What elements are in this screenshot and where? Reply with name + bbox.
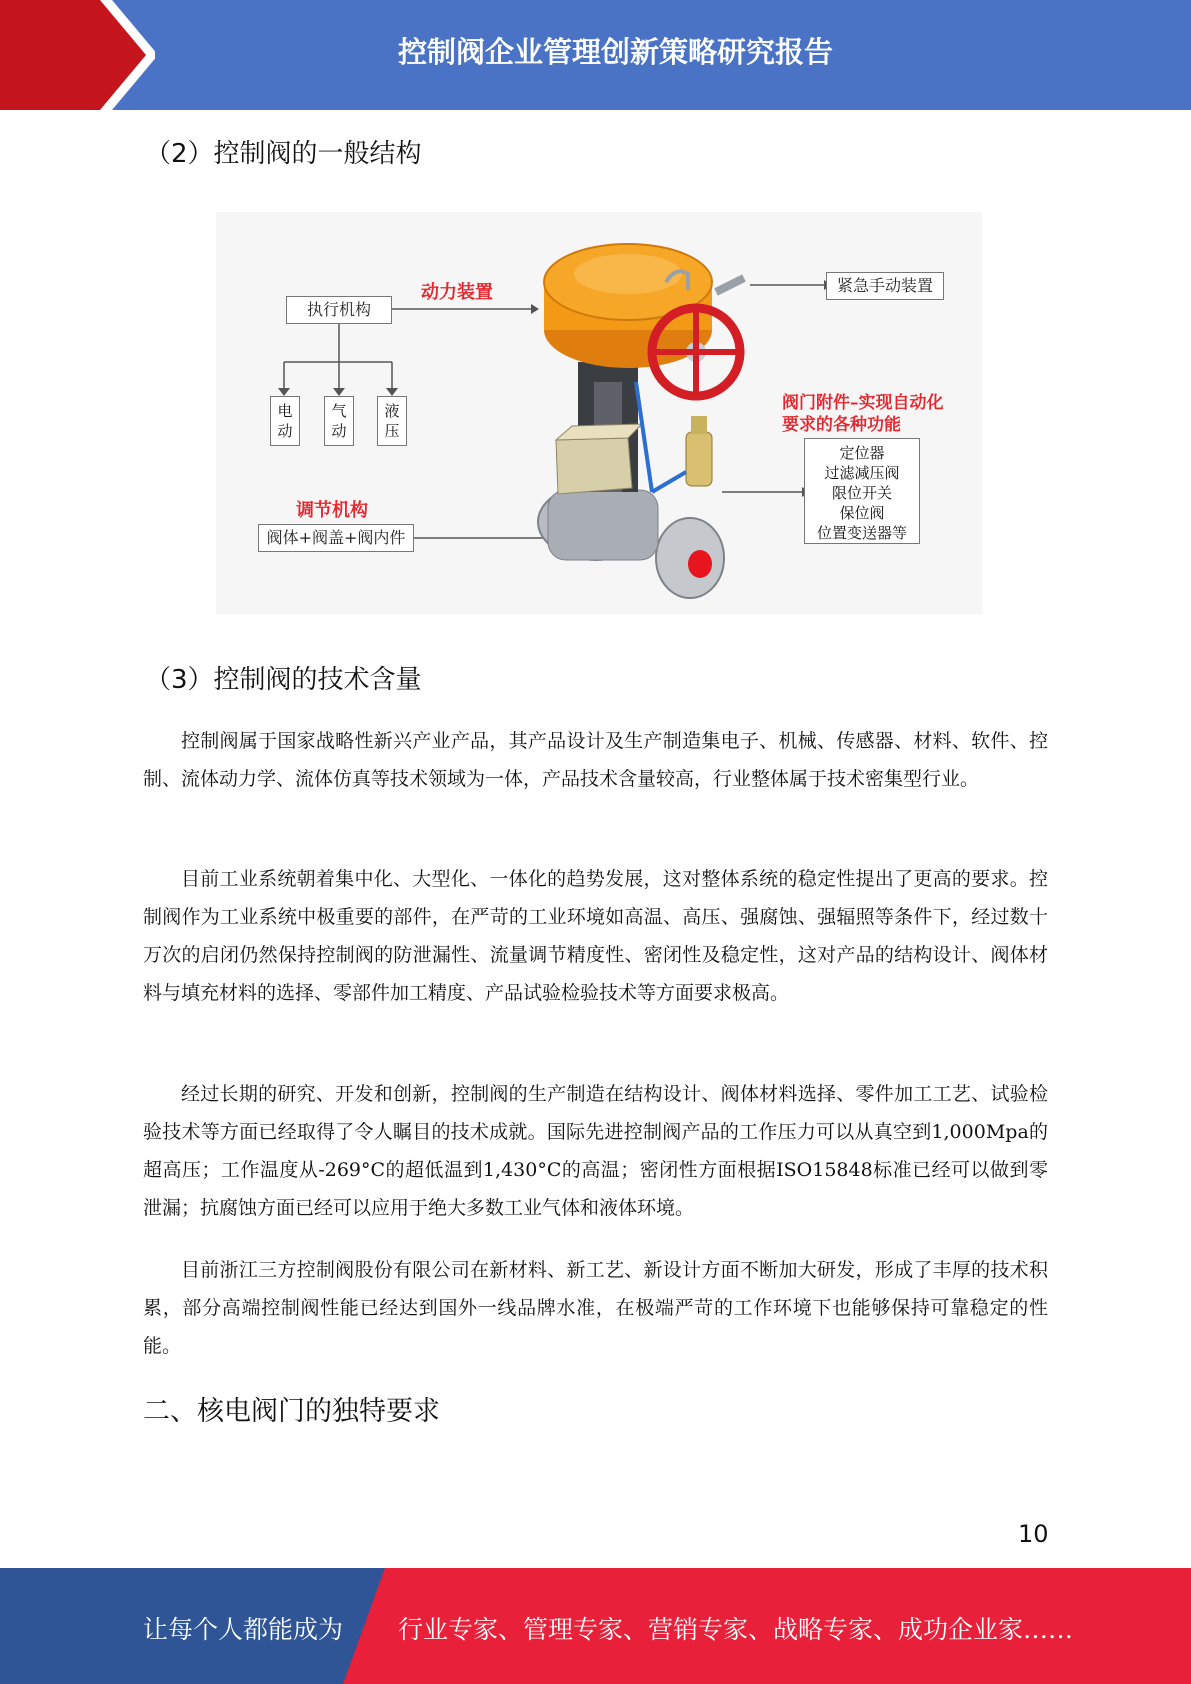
function-item: 位置变送器等 (816, 524, 907, 542)
emergency-manual-label: 紧急手动装置 (826, 272, 944, 300)
paragraph: 目前浙江三方控制阀股份有限公司在新材料、新工艺、新设计方面不断加大研发，形成了丰厚的技术积累，部分高端控制阀性能已经达到国外一线品牌水准，在极端严苛的工作环境下也能够保持可靠稳定的性能。 (143, 1259, 1048, 1357)
regulating-mechanism-label: 调节机构 (296, 500, 368, 521)
type-pneumatic: 气 动 (324, 396, 354, 446)
section-heading-tech-content: （3）控制阀的技术含量 (145, 665, 422, 695)
paragraph: 目前工业系统朝着集中化、大型化、一体化的趋势发展，这对整体系统的稳定性提出了更高的要求。控制阀作为工业系统中极重要的部件，在严苛的工业环境如高温、高压、强腐蚀、强辐照等条件下，经过数十万次的启闭仍然保持控制阀的防泄漏性、流量调节精度性、密闭性及稳定性，这对产品的结构设计、阀体材料与填充材料的选择、零部件加工精度、产品试验检验技术等方面要求极高。 (143, 868, 1048, 1004)
page-footer (0, 1568, 1191, 1684)
control-valve-structure-figure (216, 212, 982, 614)
accessory-function-list (804, 438, 920, 544)
power-device-label: 动力装置 (421, 282, 493, 303)
accessory-label-line2: 要求的各种功能 (782, 415, 901, 435)
actuator-label: 执行机构 (286, 296, 392, 324)
function-item: 限位开关 (831, 484, 892, 502)
paragraph: 控制阀属于国家战略性新兴产业产品，其产品设计及生产制造集电子、机械、传感器、材料、软件、控制、流体动力学、流体仿真等技术领域为一体，产品技术含量较高，行业整体属于技术密集型行业。 (143, 730, 1048, 790)
function-item: 保位阀 (839, 504, 885, 522)
type-hydraulic: 液 压 (377, 396, 407, 446)
footer-slogan-right: 行业专家、管理专家、营销专家、战略专家、成功企业家…… (398, 1615, 1074, 1644)
section-heading-nuclear-valves: 二、核电阀门的独特要求 (143, 1396, 440, 1427)
regulating-parts-label: 阀体+阀盖+阀内件 (258, 524, 414, 552)
page-header (0, 0, 1191, 110)
footer-slogan-left: 让每个人都能成为 (143, 1615, 344, 1644)
type-electric: 电 动 (270, 396, 300, 446)
header-title: 控制阀企业管理创新策略研究报告 (397, 35, 833, 69)
page-number: 10 (1018, 1520, 1049, 1548)
function-item: 定位器 (839, 444, 885, 462)
accessory-label-line1: 阀门附件–实现自动化 (782, 393, 944, 413)
function-item: 过滤减压阀 (824, 464, 900, 482)
section-heading-general-structure: （2）控制阀的一般结构 (145, 139, 422, 169)
paragraph: 经过长期的研究、开发和创新，控制阀的生产制造在结构设计、阀体材料选择、零件加工工艺、试验检验技术等方面已经取得了令人瞩目的技术成就。国际先进控制阀产品的工作压力可以从真空到1,000Mpa的超高压；工作温度从-269°C的超低温到1,430°C的高温；密闭性方面根据ISO15848标准已经可以做到零泄漏；抗腐蚀方面已经可以应用于绝大多数工业气体和液体环境。 (143, 1083, 1048, 1219)
